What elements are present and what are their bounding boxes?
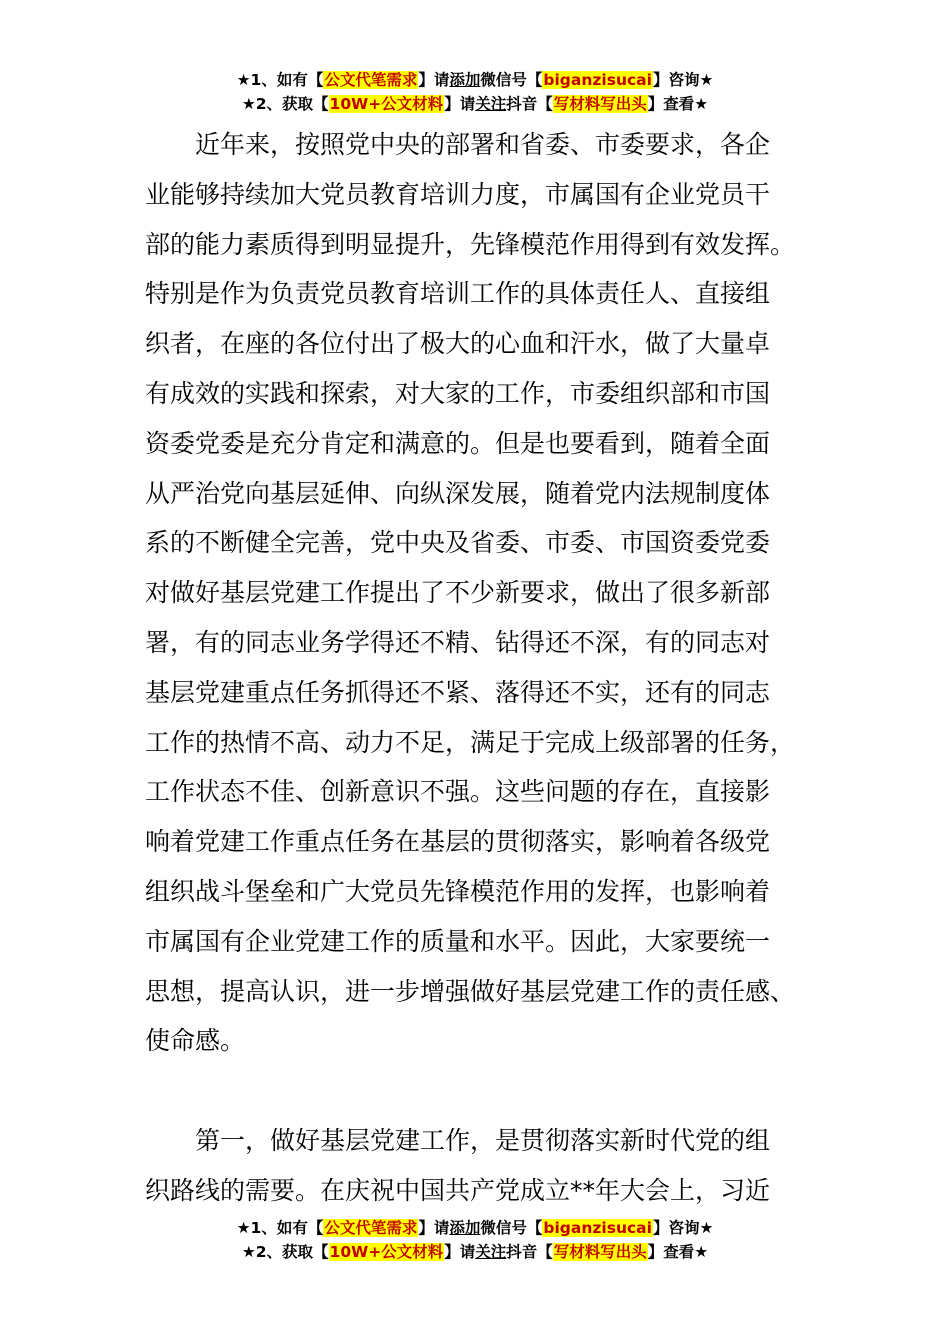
paragraph-gap [145, 1066, 815, 1116]
banner-underlined: 添加 [449, 71, 481, 89]
body-line: 织者，在座的各位付出了极大的心血和汗水，做了大量卓 [145, 329, 771, 359]
body-line: 近年来，按照党中央的部署和省委、市委要求，各企 [145, 130, 771, 159]
banner-highlight: 写材料写出头 [553, 95, 647, 113]
body-line: 基层党建重点任务抓得还不紧、落得还不实，还有的同志 [145, 677, 771, 707]
banner-line-1: ★1、如有【公文代笔需求】请添加微信号【biganzisucai】咨询★ [236, 1219, 714, 1237]
body-line: 市属国有企业党建工作的质量和水平。因此，大家要统一 [145, 926, 771, 956]
body-line: 思想，提高认识，进一步增强做好基层党建工作的责任感、 [145, 976, 796, 1006]
banner-underlined: 关注 [475, 95, 507, 113]
body-line: 署，有的同志业务学得还不精、钻得还不深，有的同志对 [145, 627, 771, 657]
banner-highlight: 10W+公文材料 [329, 1243, 444, 1261]
body-line: 第一，做好基层党建工作，是贯彻落实新时代党的组 [145, 1125, 771, 1155]
body-line: 资委党委是充分肯定和满意的。但是也要看到，随着全面 [145, 428, 771, 458]
banner-highlight: biganzisucai [543, 71, 652, 89]
body-line: 响着党建工作重点任务在基层的贯彻落实，影响着各级党 [145, 827, 771, 857]
banner-highlight: 10W+公文材料 [329, 95, 444, 113]
banner-highlight: 公文代笔需求 [324, 1219, 418, 1237]
document-body [145, 120, 815, 1216]
body-line: 系的不断健全完善，党中央及省委、市委、市国资委党委 [145, 528, 771, 558]
body-line: 工作状态不佳、创新意识不强。这些问题的存在，直接影 [145, 777, 771, 807]
body-line: 业能够持续加大党员教育培训力度，市属国有企业党员干 [145, 179, 771, 209]
body-line: 织路线的需要。在庆祝中国共产党成立**年大会上，习近 [145, 1175, 771, 1205]
banner-line-2: ★2、获取【10W+公文材料】请关注抖音【写材料写出头】查看★ [241, 95, 709, 113]
banner-underlined: 关注 [475, 1243, 507, 1261]
body-line: 从严治党向基层延伸、向纵深发展，随着党内法规制度体 [145, 478, 771, 508]
body-line: 部的能力素质得到明显提升，先锋模范作用得到有效发挥。 [145, 229, 796, 259]
banner-line-1: ★1、如有【公文代笔需求】请添加微信号【biganzisucai】咨询★ [236, 71, 714, 89]
body-line: 特别是作为负责党员教育培训工作的具体责任人、直接组 [145, 279, 771, 309]
body-line: 组织战斗堡垒和广大党员先锋模范作用的发挥，也影响着 [145, 876, 771, 906]
banner-highlight: 公文代笔需求 [324, 71, 418, 89]
body-line: 使命感。 [145, 1026, 246, 1056]
banner-line-2: ★2、获取【10W+公文材料】请关注抖音【写材料写出头】查看★ [241, 1243, 709, 1261]
body-line: 对做好基层党建工作提出了不少新要求，做出了很多新部 [145, 578, 771, 608]
banner-highlight: biganzisucai [543, 1219, 652, 1237]
banner-underlined: 添加 [449, 1219, 481, 1237]
body-line: 有成效的实践和探索，对大家的工作，市委组织部和市国 [145, 378, 771, 408]
body-line: 工作的热情不高、动力不足，满足于完成上级部署的任务， [145, 727, 796, 757]
banner-highlight: 写材料写出头 [553, 1243, 647, 1261]
footer-banner [0, 1216, 950, 1264]
header-banner [0, 68, 950, 116]
